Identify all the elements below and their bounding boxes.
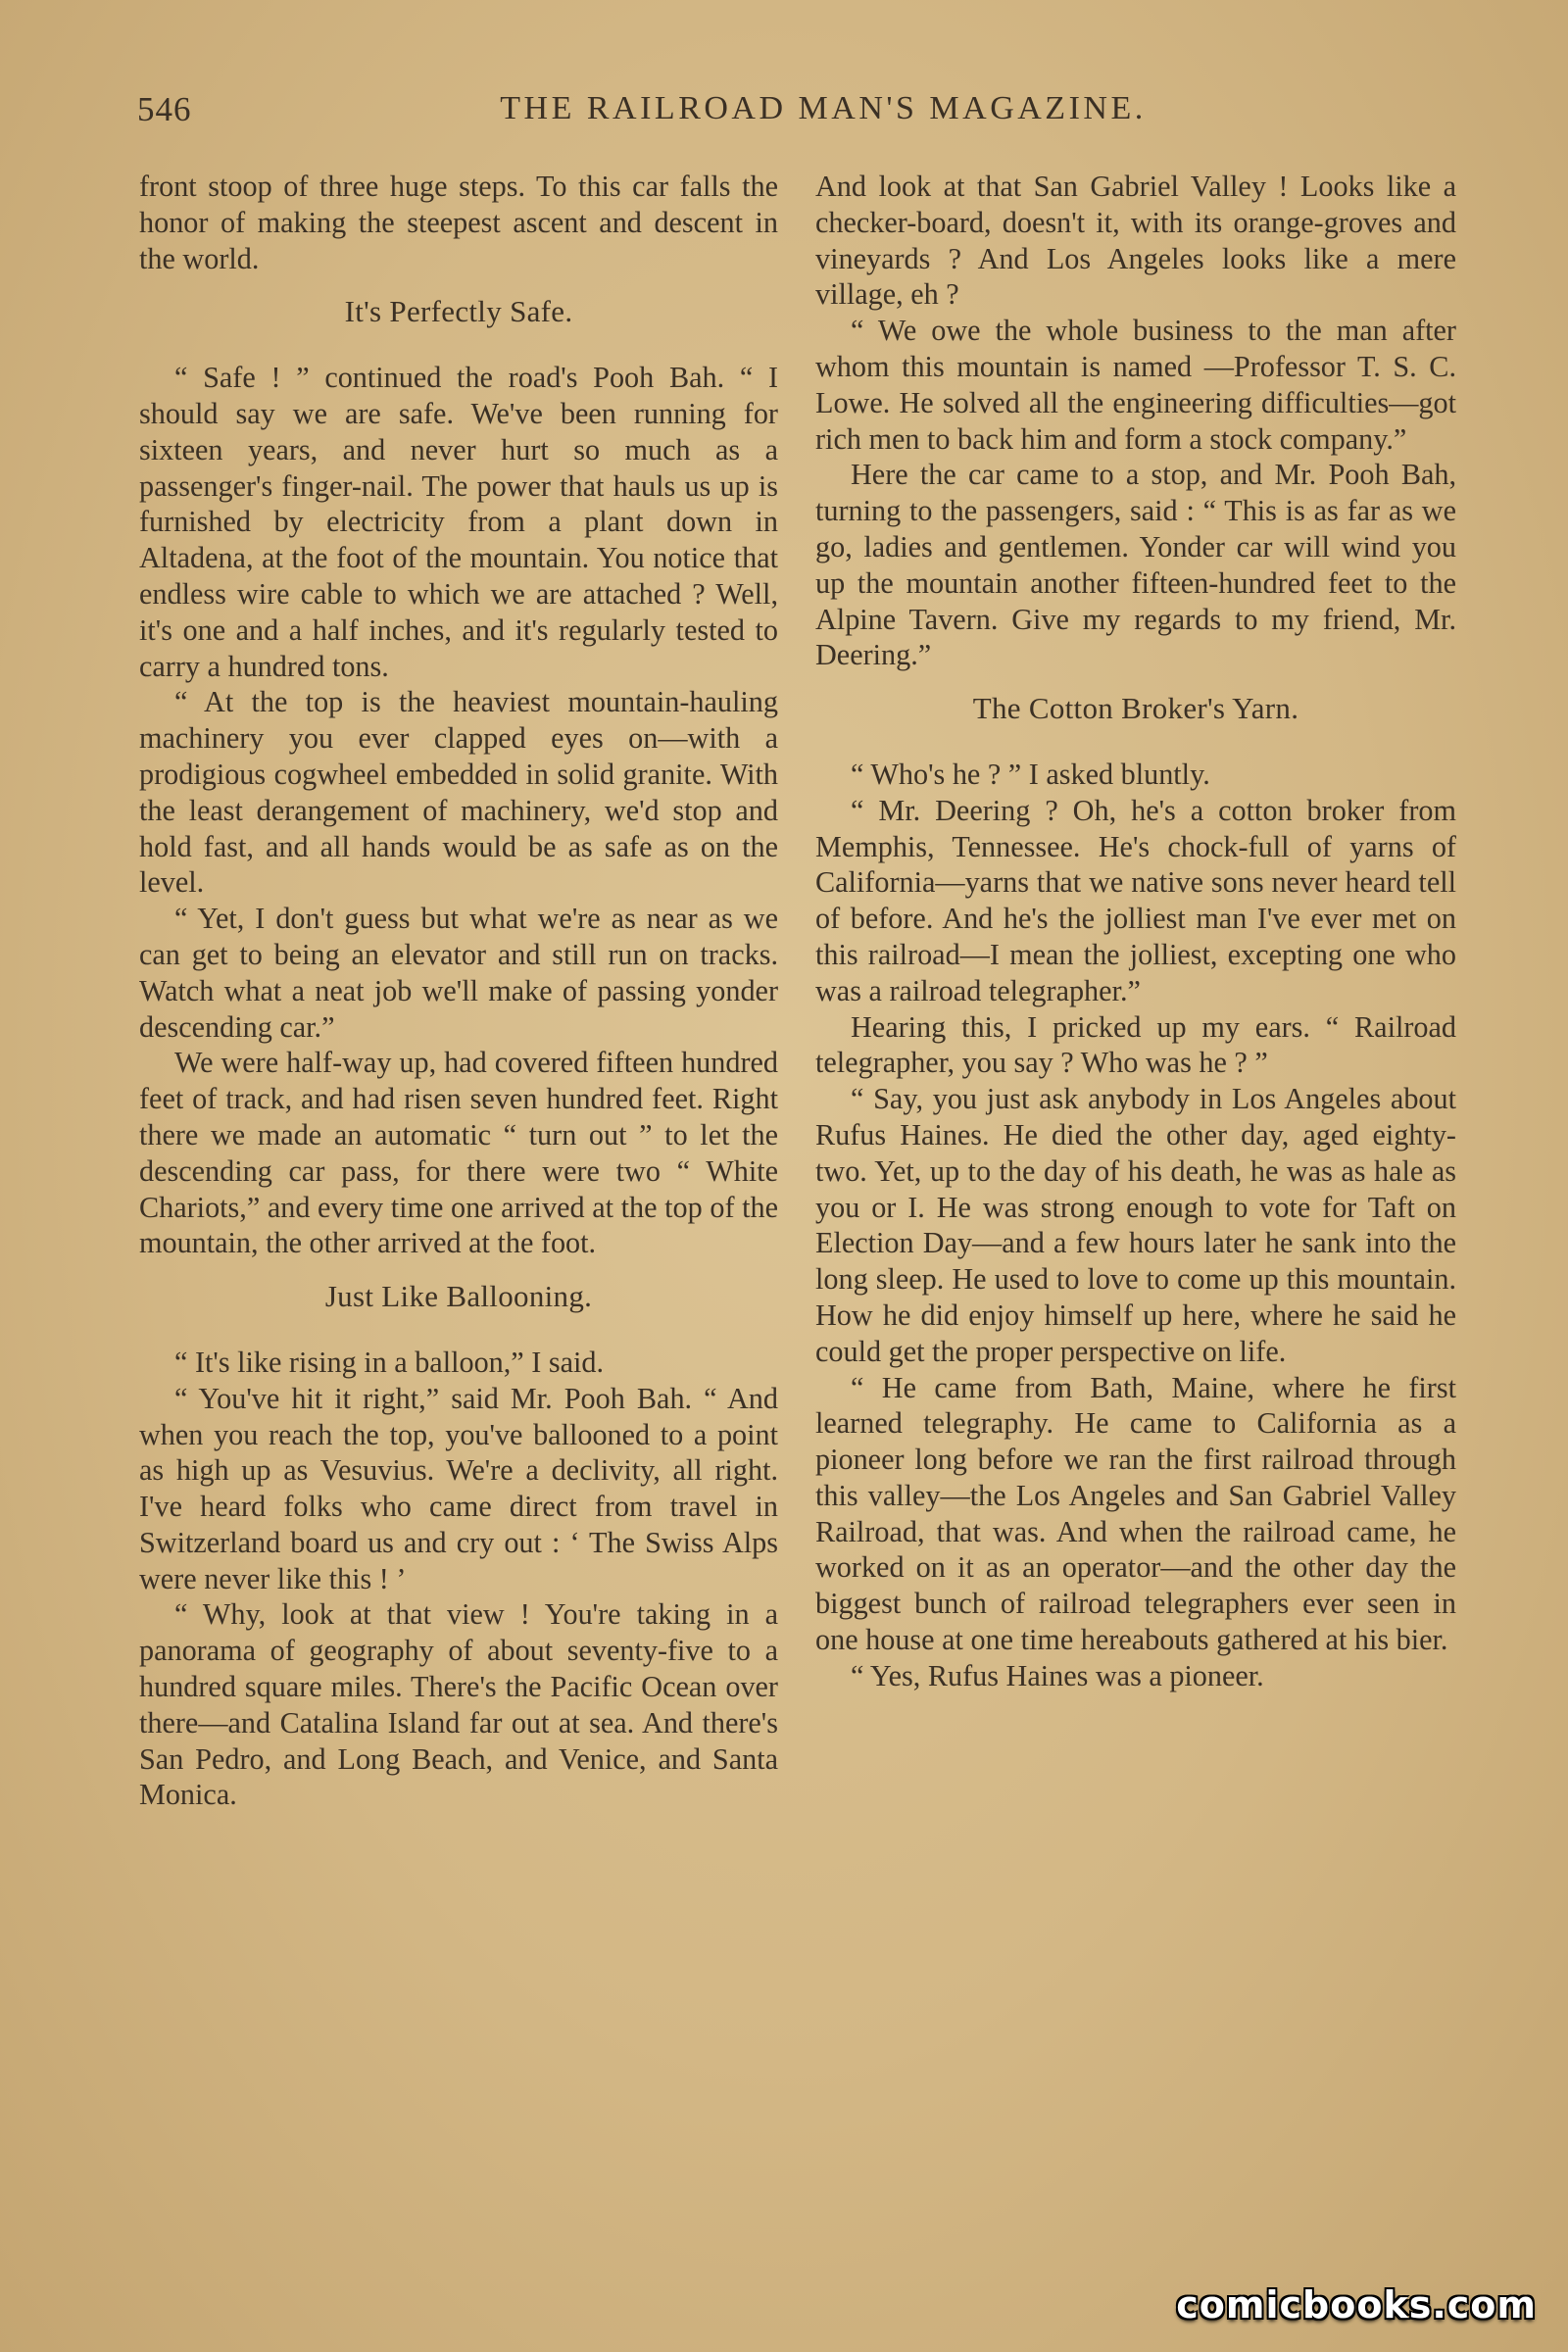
paragraph: “ Mr. Deering ? Oh, he's a cotton broker from Memphis, Tennessee. He's chock-full of yarns of California—yarns that we native sons never heard tell of before. And he's the jolliest man I've ever met on this railroad—I mean the jolliest, excepting one who was a railroad telegrapher.” xyxy=(815,793,1456,1007)
paragraph: “ At the top is the heaviest mountain-hauling machinery you ever clapped eyes on—with a prodigious cogwheel embedded in solid granite. With the least derangement of machinery, we'd stop and hold fast, and all hands would be as safe as on the level. xyxy=(139,685,778,900)
paragraph: “ It's like rising in a balloon,” I said. xyxy=(174,1345,605,1379)
section-heading: The Cotton Broker's Yarn. xyxy=(972,691,1299,726)
paragraph: And look at that San Gabriel Valley ! Looks like a checker-board, doesn't it, with its orange-groves and vineyards ? And Los Angeles looks like a mere village, eh ? xyxy=(815,170,1456,312)
left-column xyxy=(139,169,778,1813)
running-header xyxy=(137,90,1450,139)
paragraph: We were half-way up, had covered fifteen hundred feet of track, and had risen seven hundred feet. Right there we made an automatic “ turn out ” to let the descending car pass, for there were two “ White Chariots,” and every time one arrived at the top of the mountain, the other arrived at the foot. xyxy=(139,1046,778,1260)
paragraph: “ Say, you just ask anybody in Los Angeles about Rufus Haines. He died the other day, aged eighty-two. Yet, up to the day of his death, he was as hale as you or I. He was strong enough to vote for Taft on Election Day—and a few hours later he sank into the long sleep. He used to love to come up this mountain. How he did enjoy himself up here, where he said he could get the proper perspective on life. xyxy=(815,1082,1456,1368)
section-heading: Just Like Ballooning. xyxy=(324,1279,593,1314)
paragraph: “ Safe ! ” continued the road's Pooh Bah. “ I should say we are safe. We've been running for sixteen years, and never hurt so much as a passenger's finger-nail. The power that hauls us up is furnished by electricity from a plant down in Altadena, at the foot of the mountain. You notice that endless wire cable to which we are attached ? Well, it's one and a half inches, and it's regularly tested to carry a hundred tons. xyxy=(139,361,778,683)
page-number: 546 xyxy=(137,90,192,128)
paragraph: “ Why, look at that view ! You're taking in a panorama of geography of about seventy-five to a hundred square miles. There's the Pacific Ocean over there—and Catalina Island far out at sea. And there's San Pedro, and Long Beach, and Venice, and Santa Monica. xyxy=(139,1597,778,1812)
magazine-title: THE RAILROAD MAN'S MAGAZINE. xyxy=(500,90,1147,126)
paragraph: “ Yes, Rufus Haines was a pioneer. xyxy=(851,1658,1264,1692)
paragraph: “ Who's he ? ” I asked bluntly. xyxy=(851,757,1210,791)
paragraph: front stoop of three huge steps. To this car falls the honor of making the steepest ascent and descent in the world. xyxy=(139,170,778,275)
watermark: comicbooks.com xyxy=(1176,2283,1537,2327)
paragraph: “ He came from Bath, Maine, where he first learned telegraphy. He came to California as a pioneer long before we ran the first railroad through this valley—the Los Angeles and San Gabriel Valley Railroad, that was. And when the railroad came, he worked on it as an operator—and the other day the biggest bunch of railroad telegraphers ever seen in one house at one time hereabouts gathered at his bier. xyxy=(815,1370,1456,1657)
paragraph: Here the car came to a stop, and Mr. Pooh Bah, turning to the passengers, said : “ This is as far as we go, ladies and gentlemen. Yonder car will wind you up the mountain another fifteen-hundred feet to the Alpine Tavern. Give my regards to my friend, Mr. Deering.” xyxy=(815,458,1456,672)
paragraph: “ You've hit it right,” said Mr. Pooh Bah. “ And when you reach the top, you've ballooned to a point as high up as Vesuvius. We're a declivity, all right. I've heard folks who came direct from travel in Switzerland board us and cry out : ‘ The Swiss Alps were never like this ! ’ xyxy=(139,1381,778,1595)
paragraph: “ We owe the whole business to the man after whom this mountain is named —Professor T. S. C. Lowe. He solved all the engineering difficulties—got rich men to back him and form a stock company.” xyxy=(815,314,1456,456)
section-heading: It's Perfectly Safe. xyxy=(344,294,573,329)
paragraph: “ Yet, I don't guess but what we're as near as we can get to being an elevator and still run on tracks. Watch what a neat job we'll make of passing yonder descending car.” xyxy=(139,902,778,1044)
paragraph: Hearing this, I pricked up my ears. “ Railroad telegrapher, you say ? Who was he ? ” xyxy=(815,1009,1456,1080)
right-column xyxy=(815,169,1456,1694)
